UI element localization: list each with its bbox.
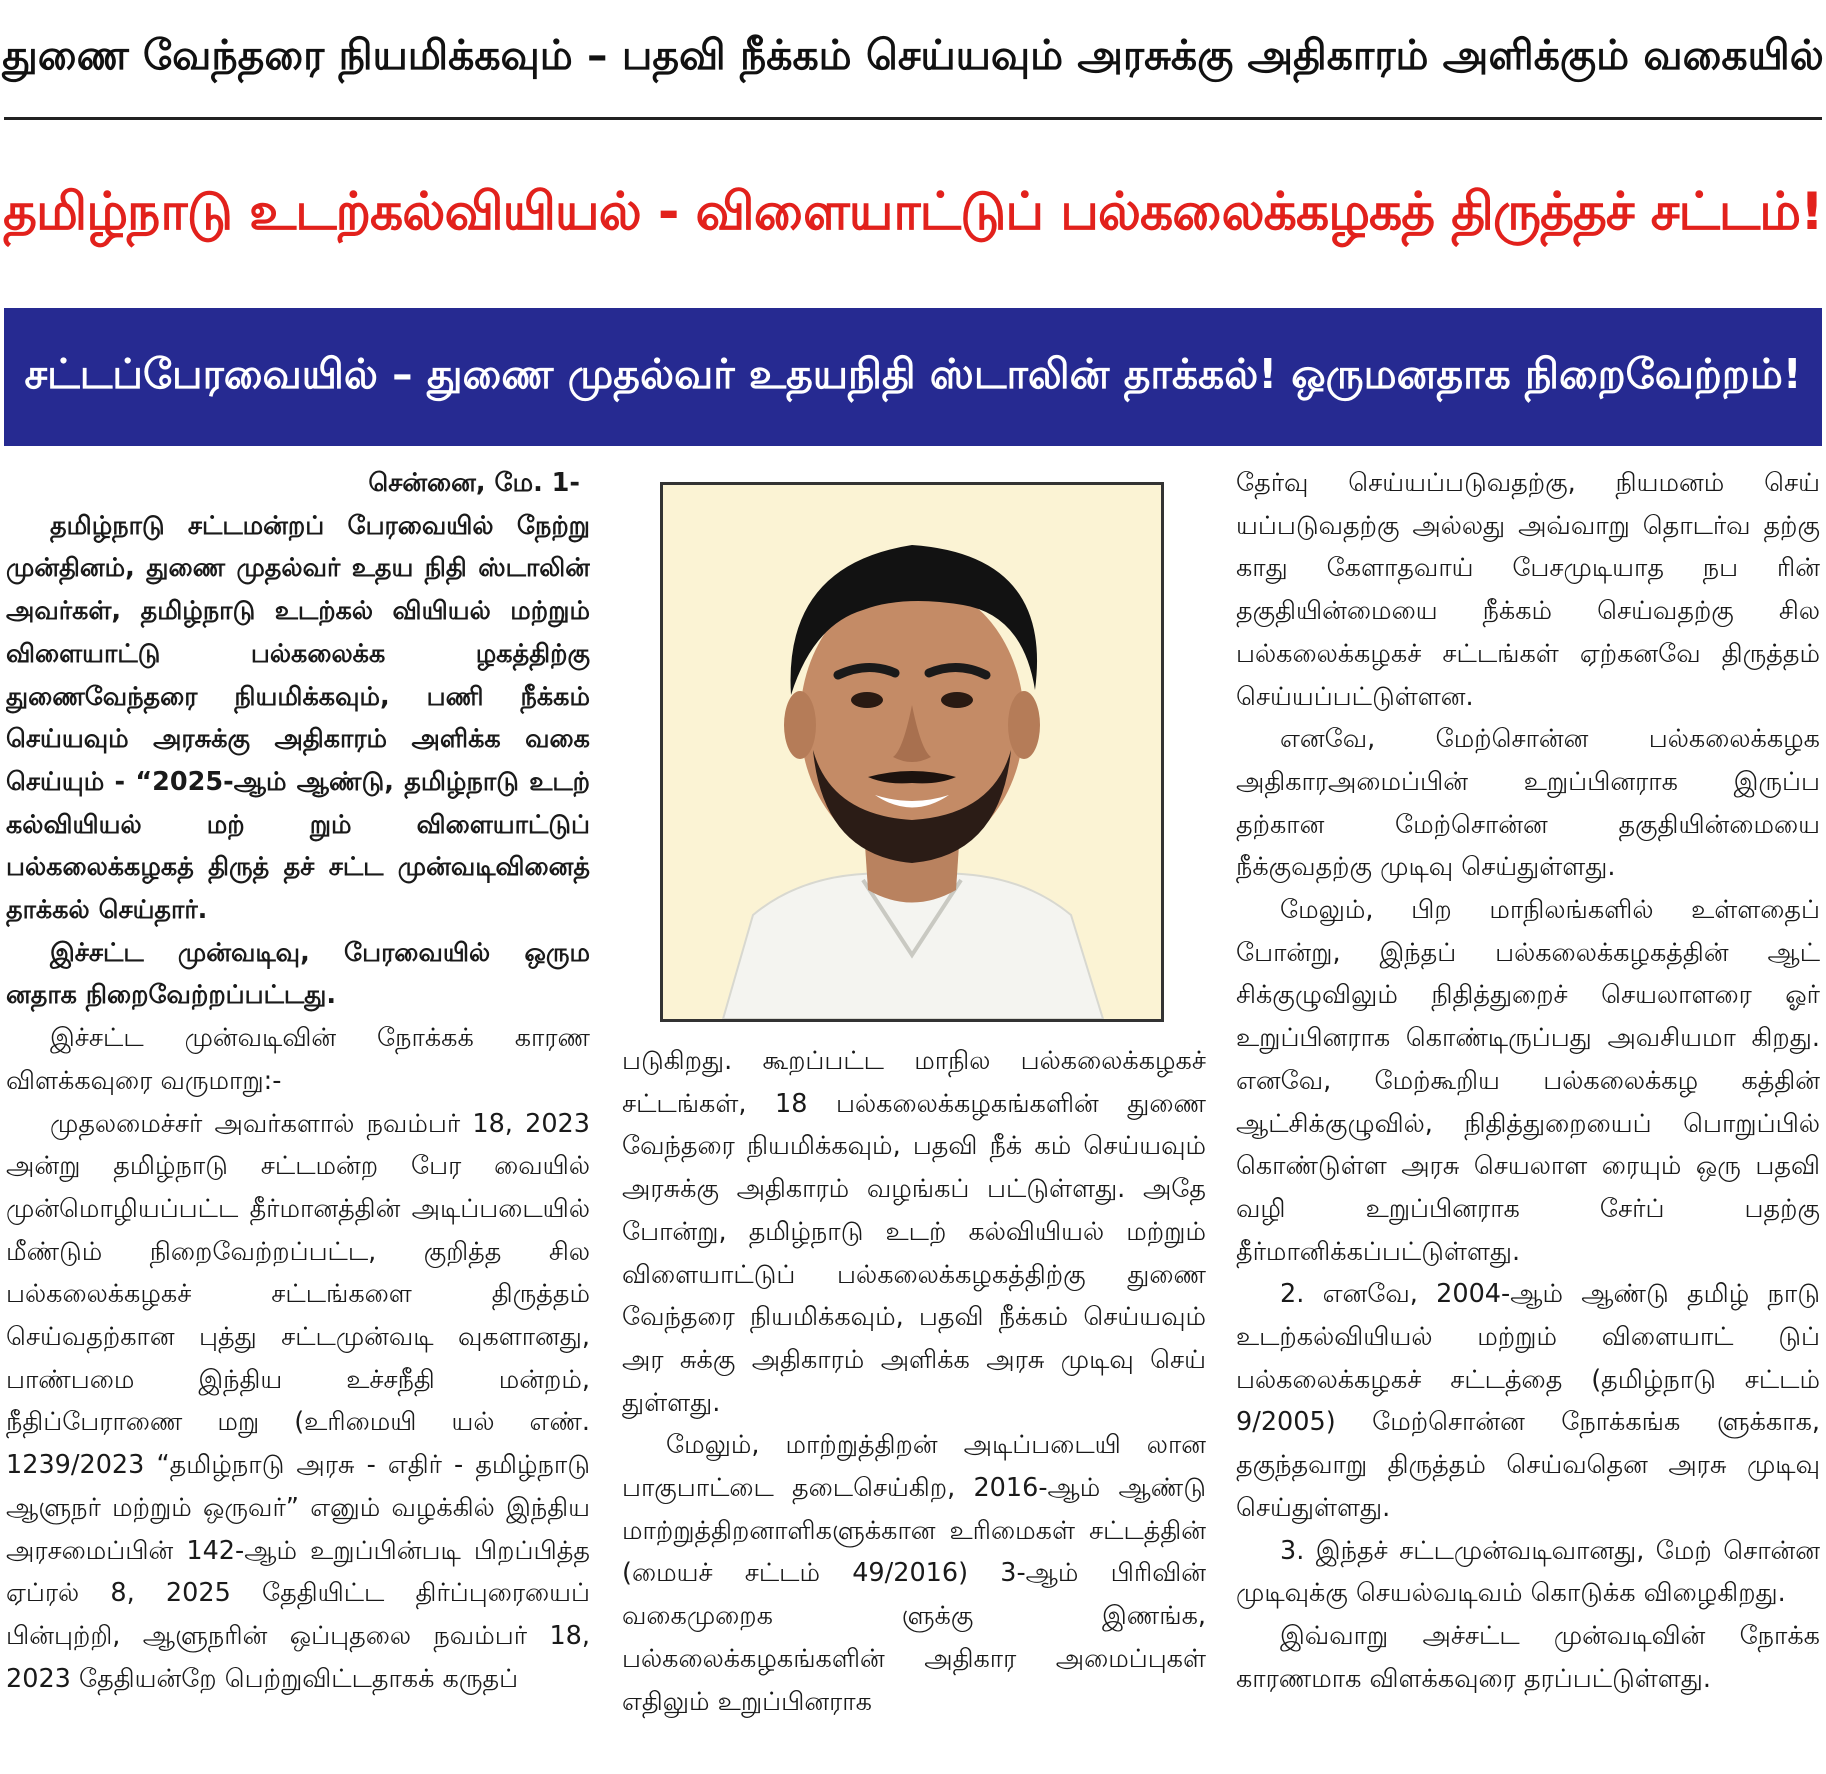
paragraph: இவ்வாறு அச்சட்ட முன்வடிவின் நோக்க காரணமாக விளக்கவுரை தரப்பட்டுள்ளது. xyxy=(1236,1620,1820,1694)
portrait-photo xyxy=(660,482,1164,1022)
paragraph: தேர்வு செய்யப்படுவதற்கு, நியமனம் செய் யப்படுவதற்கு அல்லது அவ்வாறு தொடர்வ தற்கு காது கேளாதவாய் பேசமுடியாத நப ரின் தகுதியின்மையை நீக்கம் செய்வதற்கு சில பல்கலைக்கழகச் சட்டங்கள் ஏற்கனவே திருத்தம் செய்யப்பட்டுள்ளன. xyxy=(1236,468,1820,712)
kicker-rule xyxy=(4,117,1822,120)
article-column-2 xyxy=(622,1040,1206,1768)
paragraph: முதலமைச்சர் அவர்களால் நவம்பர் 18, 2023 அன்று தமிழ்நாடு சட்டமன்ற பேர வையில் முன்மொழியப்பட்ட தீர்மானத்தின் அடிப்படையில் மீண்டும் நிறைவேற்றப்பட்ட, குறித்த சில பல்கலைக்கழகச் சட்டங்களை திருத்தம் செய்வதற்கான புத்து சட்டமுன்வடி வுகளானது, பாண்பமை இந்திய உச்சநீதி மன்றம், நீதிப்பேராணை மறு (உரிமையி யல் எண். 1239/2023 “தமிழ்நாடு அரசு - எதிர் - தமிழ்நாடு ஆளுநர் மற்றும் ஒருவர்” எனும் வழக்கில் இந்திய அரசமைப்பின் 142-ஆம் உறுப்பின்படி பிறப்பித்த ஏப்ரல் 8, 2025 தேதியிட்ட திர்ப்புரையைப் பின்புற்றி, ஆளுநரின் ஒப்புதலை நவம்பர் 18, 2023 தேதியன்றே பெற்றுவிட்டதாகக் கருதப் xyxy=(6,1108,590,1694)
dateline: சென்னை, மே. 1- xyxy=(368,468,580,498)
subheadline-banner xyxy=(4,308,1822,446)
paragraph: இச்சட்ட முன்வடிவின் நோக்கக் காரண விளக்கவுரை வருமாறு:- xyxy=(6,1023,590,1096)
paragraph: 3. இந்தச் சட்டமுன்வடிவானது, மேற் சொன்ன முடிவுக்கு செயல்வடிவம் கொடுக்க விழைகிறது. xyxy=(1236,1535,1820,1609)
paragraph: எனவே, மேற்சொன்ன பல்கலைக்கழக அதிகாரஅமைப்பின் உறுப்பினராக இருப்ப தற்கான மேற்சொன்ன தகுதியின்மையை நீக்குவதற்கு முடிவு செய்துள்ளது. xyxy=(1236,724,1820,883)
paragraph: மேலும், மாற்றுத்திறன் அடிப்படையி லான பாகுபாட்டை தடைசெய்கிற, 2016-ஆம் ஆண்டு மாற்றுத்திறனாளிகளுக்கான உரிமைகள் சட்டத்தின் (மையச் சட்டம் 49/2016) 3-ஆம் பிரிவின் வகைமுறைக ளுக்கு இணங்க, பல்கலைக்கழகங்களின் அதிகார அமைப்புகள் எதிலும் உறுப்பினராக xyxy=(622,1430,1206,1717)
banner-text: சட்டப்பேரவையில் – துணை முதல்வர் உதயநிதி ஸ்டாலின் தாக்கல்! ஒருமனதாக நிறைவேற்றம்! xyxy=(24,350,1802,398)
article-column-3 xyxy=(1236,462,1820,1768)
main-headline: தமிழ்நாடு உடற்கல்வியியல் - விளையாட்டுப் பல்கலைக்கழகத் திருத்தச் சட்டம்! xyxy=(3,181,1823,242)
paragraph: இச்சட்ட முன்வடிவு, பேரவையில் ஒரும னதாக நிறைவேற்றப்பட்டது. xyxy=(6,937,590,1011)
article-column-1 xyxy=(6,462,590,1768)
kicker-headline: துணை வேந்தரை நியமிக்கவும் – பதவி நீக்கம் செய்யவும் அரசுக்கு அதிகாரம் அளிக்கும் வகையில் xyxy=(2,31,1824,79)
paragraph: 2. எனவே, 2004-ஆம் ஆண்டு தமிழ் நாடு உடற்கல்வியியல் மற்றும் விளையாட் டுப் பல்கலைக்கழகச் சட்டத்தை (தமிழ்நாடு சட்டம் 9/2005) மேற்சொன்ன நோக்கங்க ளுக்காக, தகுந்தவாறு திருத்தம் செய்வதென அரசு முடிவு செய்துள்ளது. xyxy=(1236,1279,1820,1523)
portrait-photo-icon xyxy=(663,485,1161,1019)
paragraph: மேலும், பிற மாநிலங்களில் உள்ளதைப் போன்று, இந்தப் பல்கலைக்கழகத்தின் ஆட் சிக்குழுவிலும் நிதித்துறைச் செயலாளரை ஓர் உறுப்பினராக கொண்டிருப்பது அவசியமா கிறது. எனவே, மேற்கூறிய பல்கலைக்கழ கத்தின் ஆட்சிக்குழுவில், நிதித்துறையைப் பொறுப்பில் கொண்டுள்ள அரசு செயலாள ரையும் ஒரு பதவி வழி உறுப்பினராக சேர்ப் பதற்கு தீர்மானிக்கப்பட்டுள்ளது. xyxy=(1236,895,1820,1267)
paragraph: தமிழ்நாடு சட்டமன்றப் பேரவையில் நேற்று முன்தினம், துணை முதல்வர் உதய நிதி ஸ்டாலின் அவர்கள், தமிழ்நாடு உடற்கல் வியியல் மற்றும் விளையாட்டு பல்கலைக்க ழகத்திற்கு துணைவேந்தரை நியமிக்கவும், பணி நீக்கம் செய்யவும் அரசுக்கு அதிகாரம் அளிக்க வகை செய்யும் - “2025-ஆம் ஆண்டு, தமிழ்நாடு உடற் கல்வியியல் மற் றும் விளையாட்டுப் பல்கலைக்கழகத் திருத் தச் சட்ட முன்வடிவினைத் தாக்கல் செய்தார். xyxy=(6,510,590,926)
paragraph: படுகிறது. கூறப்பட்ட மாநில பல்கலைக்கழகச் சட்டங்கள், 18 பல்கலைக்கழகங்களின் துணை வேந்தரை நியமிக்கவும், பதவி நீக் கம் செய்யவும் அரசுக்கு அதிகாரம் வழங்கப் பட்டுள்ளது. அதே போன்று, தமிழ்நாடு உடற் கல்வியியல் மற்றும் விளையாட்டுப் பல்கலைக்கழகத்திற்கு துணை வேந்தரை நியமிக்கவும், பதவி நீக்கம் செய்யவும் அர சுக்கு அதிகாரம் அளிக்க அரசு முடிவு செய் துள்ளது. xyxy=(622,1046,1206,1418)
